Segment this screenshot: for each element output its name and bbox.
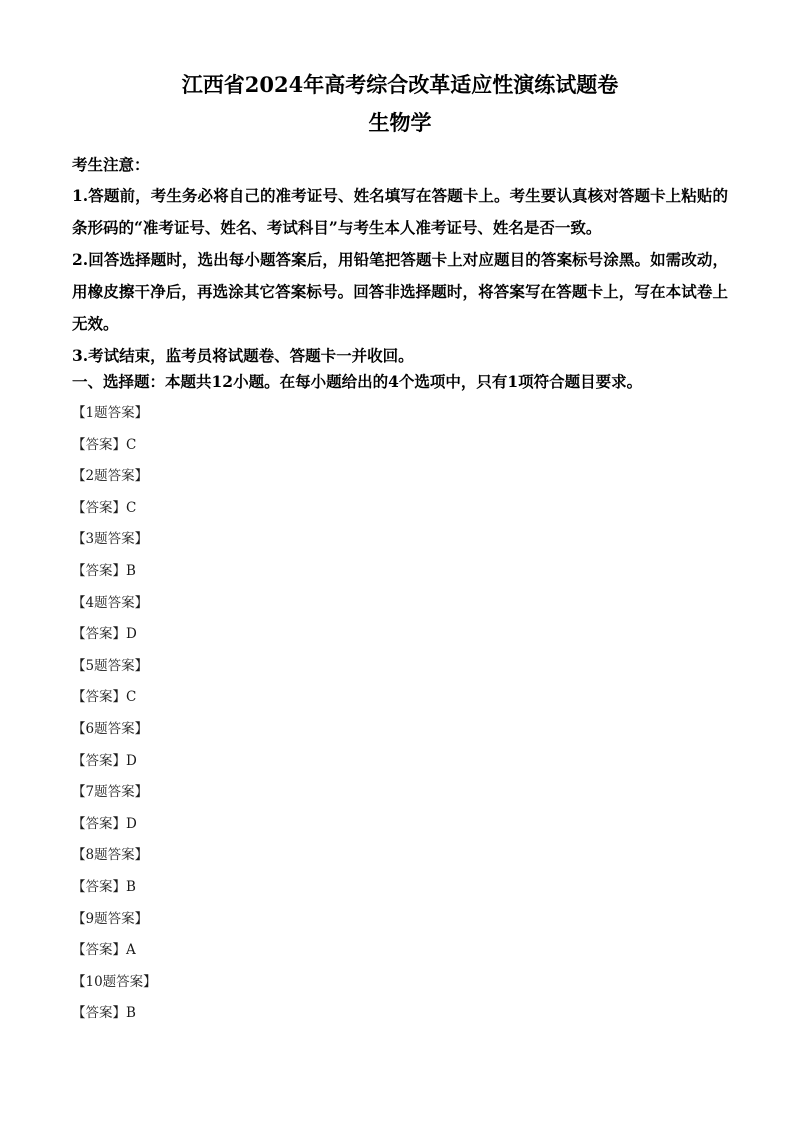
answer-line: 【8题答案】 <box>72 847 149 864</box>
section-heading-multiple-choice: 一、选择题：本题共12小题。在每小题给出的4个选项中，只有1项符合题目要求。 <box>72 372 643 391</box>
answer-line: 【答案】B <box>72 878 136 895</box>
document-title: 江西省2024年高考综合改革适应性演练试题卷 <box>181 72 619 97</box>
answer-line: 【7题答案】 <box>72 784 149 801</box>
answer-line: 【答案】D <box>72 626 137 643</box>
answer-line: 【答案】D <box>72 815 137 832</box>
answer-line: 【3题答案】 <box>72 531 149 548</box>
answer-list <box>72 398 157 1030</box>
notice-item-2: 2.回答选择题时，选出每小题答案后，用铅笔把答题卡上对应题目的答案标号涂黑。如需改动，用橡皮擦干净后，再选涂其它答案标号。回答非选择题时，将答案写在答题卡上，写在本试卷上无效。 <box>72 250 728 333</box>
answer-line: 【4题答案】 <box>72 594 149 611</box>
answer-line: 【答案】D <box>72 752 137 769</box>
answer-line: 【答案】B <box>72 1005 136 1022</box>
answer-line: 【答案】C <box>72 689 137 706</box>
answer-line: 【答案】C <box>72 499 137 516</box>
answer-line: 【答案】C <box>72 436 137 453</box>
answer-line: 【9题答案】 <box>72 910 149 927</box>
candidate-notice <box>72 150 728 372</box>
answer-line: 【答案】B <box>72 562 136 579</box>
answer-line: 【2题答案】 <box>72 468 149 485</box>
notice-item-1: 1.答题前，考生务必将自己的准考证号、姓名填写在答题卡上。考生要认真核对答题卡上粘贴的条形码的“准考证号、姓名、考试科目”与考生本人准考证号、姓名是否一致。 <box>72 186 728 237</box>
answer-line: 【6题答案】 <box>72 720 149 737</box>
notice-heading: 考生注意： <box>72 155 150 174</box>
answer-line: 【5题答案】 <box>72 657 149 674</box>
answer-line: 【1题答案】 <box>72 405 149 421</box>
answer-line: 【10题答案】 <box>72 973 157 990</box>
answer-line: 【答案】A <box>72 942 136 959</box>
notice-item-3: 3.考试结束，监考员将试题卷、答题卡一并收回。 <box>72 346 414 365</box>
subject-title: 生物学 <box>368 110 432 135</box>
